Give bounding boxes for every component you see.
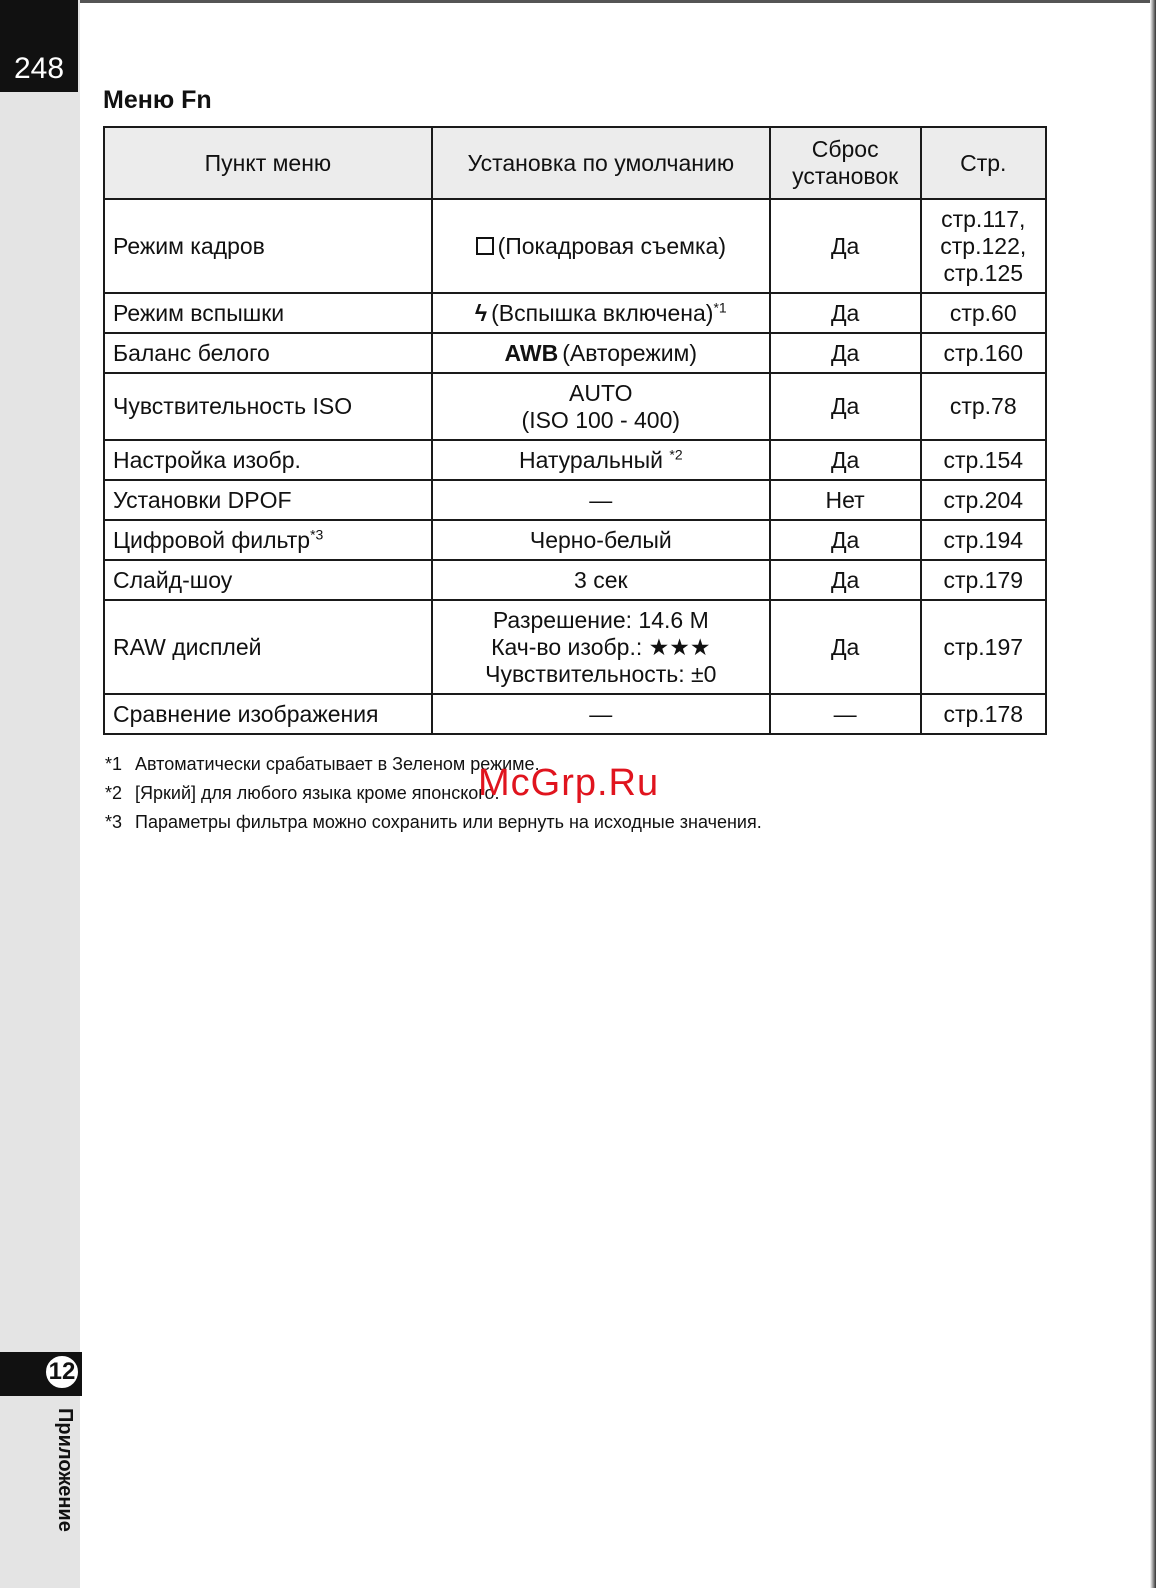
section-title: Меню Fn xyxy=(103,86,212,114)
row-reset: Да xyxy=(770,373,921,440)
row-page: стр.160 xyxy=(921,333,1046,373)
footnote: *3 Параметры фильтра можно сохранить или вернуть на исходные значения. xyxy=(105,812,762,832)
row-reset: Нет xyxy=(770,480,921,520)
table-row xyxy=(104,560,1046,600)
row-reset: Да xyxy=(770,293,921,333)
table-row xyxy=(104,694,1046,734)
row-page: стр.60 xyxy=(921,293,1046,333)
row-item: Режим вспышки xyxy=(104,293,432,333)
column-header-reset: Сброс установок xyxy=(770,127,921,199)
row-item: Установки DPOF xyxy=(104,480,432,520)
row-reset: Да xyxy=(770,560,921,600)
table-row xyxy=(104,333,1046,373)
row-default: AUTO (ISO 100 - 400) xyxy=(432,373,770,440)
column-header-item: Пункт меню xyxy=(104,127,432,199)
row-page: стр.78 xyxy=(921,373,1046,440)
row-page: стр.197 xyxy=(921,600,1046,694)
row-reset: Да xyxy=(770,600,921,694)
row-item: Баланс белого xyxy=(104,333,432,373)
column-header-page: Стр. xyxy=(921,127,1046,199)
top-edge-line xyxy=(80,0,1156,3)
footnote-ref: *2 xyxy=(669,445,683,462)
table-row xyxy=(104,440,1046,480)
flash-icon: ϟ xyxy=(474,299,488,326)
row-default: — xyxy=(432,694,770,734)
side-margin-strip xyxy=(0,0,80,1588)
row-page: стр.204 xyxy=(921,480,1046,520)
column-header-default: Установка по умолчанию xyxy=(432,127,770,199)
footnote: *1 Автоматически срабатывает в Зеленом режиме. xyxy=(105,754,540,774)
row-default: Разрешение: 14.6 M Кач-во изобр.: ★★★ Чувствительность: ±0 xyxy=(432,600,770,694)
row-reset: Да xyxy=(770,440,921,480)
single-frame-icon xyxy=(476,237,494,255)
table-row xyxy=(104,199,1046,293)
row-page: стр.154 xyxy=(921,440,1046,480)
chapter-number: 12 xyxy=(43,1353,81,1391)
watermark: McGrp.Ru xyxy=(478,762,660,804)
row-item: Режим кадров xyxy=(104,199,432,293)
footnote: *2 [Яркий] для любого языка кроме японского. xyxy=(105,783,500,803)
awb-label: AWB xyxy=(504,339,559,366)
footnotes xyxy=(105,750,762,837)
row-default: — xyxy=(432,480,770,520)
row-default: 3 сек xyxy=(432,560,770,600)
row-reset: Да xyxy=(770,199,921,293)
row-item: RAW дисплей xyxy=(104,600,432,694)
row-reset: Да xyxy=(770,333,921,373)
table-row xyxy=(104,293,1046,333)
page-number: 248 xyxy=(0,0,78,92)
row-default: ϟ (Вспышка включена)$^{*1}$ xyxy=(432,293,770,333)
row-default: Натуральный $^{*2}$ xyxy=(432,440,770,480)
table-row xyxy=(104,480,1046,520)
row-page: стр.194 xyxy=(921,520,1046,560)
footnote-ref: *1 xyxy=(713,298,727,315)
table-row xyxy=(104,373,1046,440)
row-reset: Да xyxy=(770,520,921,560)
row-default: AWB (Авторежим) xyxy=(432,333,770,373)
row-item: Чувствительность ISO xyxy=(104,373,432,440)
row-item: Настройка изобр. xyxy=(104,440,432,480)
footnote-ref: *3 xyxy=(310,525,324,542)
row-item: Слайд-шоу xyxy=(104,560,432,600)
chapter-label: Приложение xyxy=(54,1408,76,1532)
table-row xyxy=(104,520,1046,560)
row-reset: — xyxy=(770,694,921,734)
row-page: стр.117, стр.122, стр.125 xyxy=(921,199,1046,293)
row-default: Черно-белый xyxy=(432,520,770,560)
row-item: Сравнение изображения xyxy=(104,694,432,734)
row-default: (Покадровая съемка) xyxy=(432,199,770,293)
row-item: Цифровой фильтр$^{*3}$ xyxy=(104,520,432,560)
settings-table xyxy=(103,126,1047,735)
row-page: стр.179 xyxy=(921,560,1046,600)
table-header-row xyxy=(104,127,1046,199)
row-page: стр.178 xyxy=(921,694,1046,734)
right-edge-shadow xyxy=(1150,0,1156,1588)
table-row xyxy=(104,600,1046,694)
